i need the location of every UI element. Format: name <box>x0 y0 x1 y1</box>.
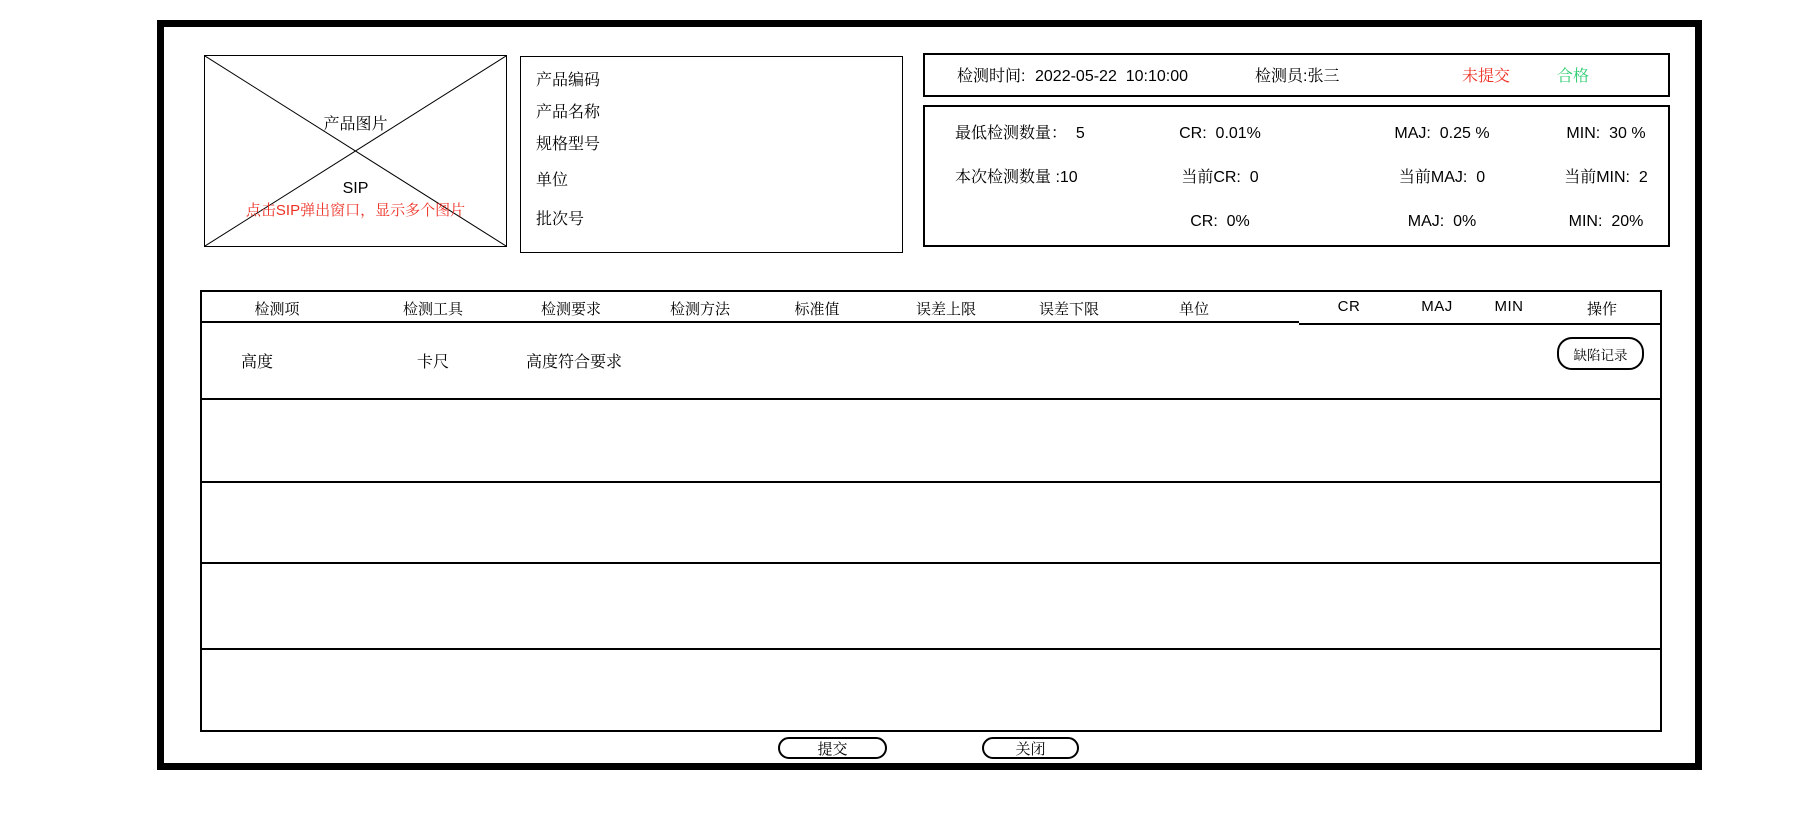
field-unit-label: 单位 <box>536 172 569 189</box>
stat-maj-percent: MAJ: 0% <box>1407 213 1477 230</box>
product-image-label: 产品图片 <box>323 116 388 133</box>
col-header-min: MIN <box>1494 298 1524 315</box>
table-row-empty <box>202 564 1660 646</box>
sip-link[interactable]: SIP <box>342 180 369 197</box>
stat-current-maj: 当前MAJ: 0 <box>1398 169 1486 186</box>
stat-min-qty: 最低检测数量： 5 <box>955 125 1085 142</box>
table-row-empty <box>202 483 1660 560</box>
inspection-time-label: 检测时间: <box>957 68 1026 85</box>
table-row[interactable] <box>202 323 1660 398</box>
col-header-standard: 标准值 <box>794 301 840 318</box>
row1-tool: 卡尺 <box>417 354 450 371</box>
inspection-header-panel <box>923 53 1670 97</box>
field-batch-number-label: 批次号 <box>536 211 585 228</box>
col-header-requirement: 检测要求 <box>540 301 601 318</box>
field-product-code-label: 产品编码 <box>536 72 601 89</box>
result-status-badge: 合格 <box>1557 68 1590 85</box>
col-header-unit: 单位 <box>1178 301 1209 318</box>
inspection-stats-panel <box>923 105 1670 247</box>
inspection-items-table <box>200 290 1662 732</box>
field-product-name-label: 产品名称 <box>536 104 601 121</box>
row1-item: 高度 <box>241 354 274 371</box>
inspection-time-value: 2022-05-22 10:10:00 <box>1035 68 1189 85</box>
stat-maj-limit: MAJ: 0.25 % <box>1394 125 1490 142</box>
stat-min-percent: MIN: 20% <box>1568 213 1644 230</box>
stat-min-limit: MIN: 30 % <box>1566 125 1646 142</box>
col-header-item: 检测项 <box>254 301 300 318</box>
col-header-upper-limit: 误差上限 <box>915 301 976 318</box>
defect-record-button[interactable]: 缺陷记录 <box>1557 337 1644 370</box>
col-header-action: 操作 <box>1586 301 1617 318</box>
table-row-empty <box>202 400 1660 479</box>
col-header-tool: 检测工具 <box>402 301 463 318</box>
sip-hint-text: 点击SIP弹出窗口，显示多个图片 <box>245 202 466 219</box>
row1-requirement: 高度符合要求 <box>526 354 623 371</box>
col-header-method: 检测方法 <box>669 301 730 318</box>
col-header-lower-limit: 误差下限 <box>1038 301 1099 318</box>
submit-status-badge: 未提交 <box>1462 68 1511 85</box>
product-image-placeholder[interactable] <box>204 55 507 247</box>
col-header-cr: CR <box>1337 298 1361 315</box>
stat-cr-percent: CR: 0% <box>1190 213 1250 230</box>
stat-current-qty: 本次检测数量 :10 <box>955 169 1078 186</box>
product-info-panel <box>520 56 903 253</box>
col-header-maj: MAJ <box>1421 298 1453 315</box>
submit-button[interactable]: 提交 <box>778 737 887 759</box>
table-row-empty <box>202 650 1660 732</box>
stat-current-cr: 当前CR: 0 <box>1181 169 1259 186</box>
stat-cr-limit: CR: 0.01% <box>1179 125 1261 142</box>
field-spec-model-label: 规格型号 <box>536 136 601 153</box>
close-button[interactable]: 关闭 <box>982 737 1079 759</box>
stat-current-min: 当前MIN: 2 <box>1564 169 1648 186</box>
inspector-name: 检测员:张三 <box>1255 68 1340 85</box>
